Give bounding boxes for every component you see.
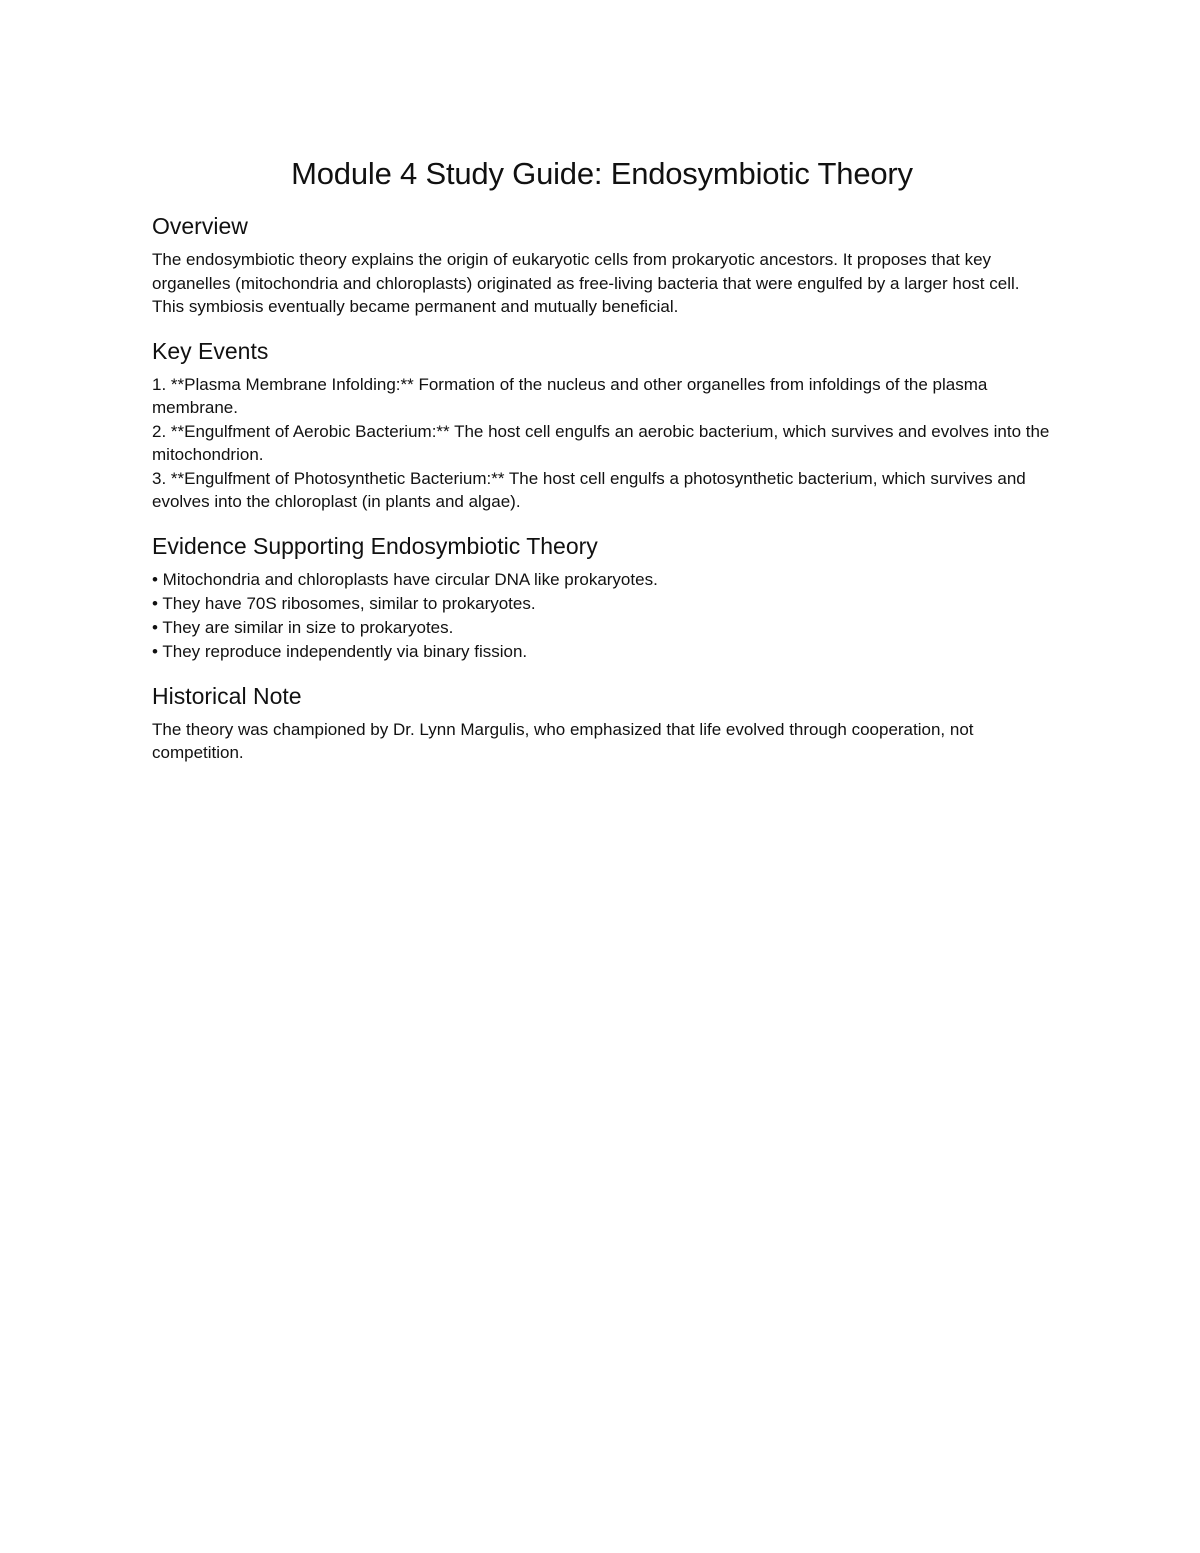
- list-item: • They are similar in size to prokaryotes.: [152, 617, 454, 637]
- section-heading-evidence: Evidence Supporting Endosymbiotic Theory: [152, 532, 598, 559]
- list-item: 3. **Engulfment of Photosynthetic Bacterium:** The host cell engulfs a photosynthetic bacterium, which survives and evolves into the chloroplast (in plants and algae).: [152, 468, 1026, 511]
- document-title: Module 4 Study Guide: Endosymbiotic Theory: [291, 156, 913, 191]
- list-item: 2. **Engulfment of Aerobic Bacterium:** The host cell engulfs an aerobic bacterium, which survives and evolves into the mitochondrion.: [152, 421, 1050, 464]
- section-heading-historical-note: Historical Note: [152, 682, 302, 709]
- section-key-events: [152, 337, 1052, 514]
- document-body: [152, 154, 1052, 783]
- list-item: • They reproduce independently via binary fission.: [152, 641, 528, 661]
- overview-paragraph: The endosymbiotic theory explains the origin of eukaryotic cells from prokaryotic ancestors. It proposes that key organelles (mitochondria and chloroplasts) originated as free-living bacteria that were engulfed by a larger host cell. This symbiosis eventually became permanent and mutually beneficial.: [152, 250, 1020, 316]
- historical-note-paragraph: The theory was championed by Dr. Lynn Margulis, who emphasized that life evolved through cooperation, not competition.: [152, 719, 974, 762]
- section-overview: [152, 212, 1052, 319]
- key-events-list: [152, 373, 1052, 514]
- list-item: • Mitochondria and chloroplasts have circular DNA like prokaryotes.: [152, 569, 658, 589]
- section-evidence: [152, 532, 1052, 664]
- list-item: 1. **Plasma Membrane Infolding:** Formation of the nucleus and other organelles from infoldings of the plasma membrane.: [152, 374, 988, 417]
- section-historical-note: [152, 682, 1052, 765]
- list-item: • They have 70S ribosomes, similar to prokaryotes.: [152, 593, 536, 613]
- section-heading-overview: Overview: [152, 213, 248, 239]
- section-heading-key-events: Key Events: [152, 337, 269, 364]
- evidence-list: [152, 568, 1052, 664]
